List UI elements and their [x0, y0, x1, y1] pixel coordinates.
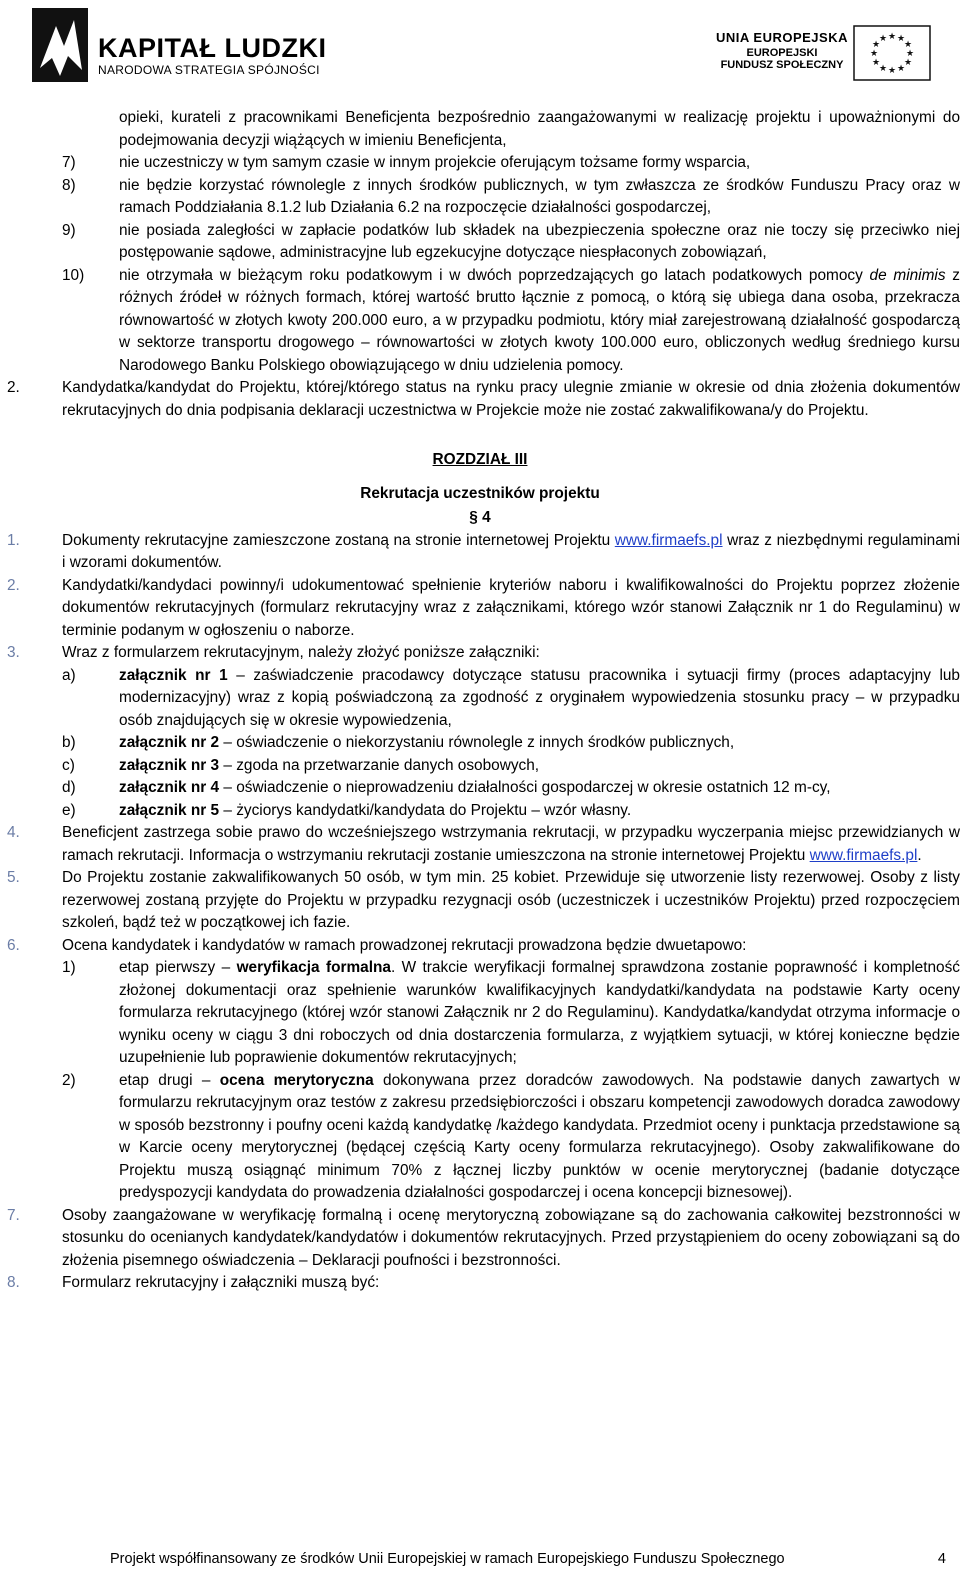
attachment-a: a) załącznik nr 1 – zaświadczenie pracodawcy dotyczące statusu pracownika i sytuacji firmy (proces adaptacyjny lub modernizacyjny) wraz z kopią poświadczoną za zgodność z oryginałem wypowiedzenia stosunku pracy – w przypadku osób znajdujących się w okresie wypowiedzenia,	[62, 666, 960, 729]
svg-text:★: ★	[871, 40, 881, 50]
page-header	[0, 0, 960, 96]
list-item-9: 9) nie posiada zaległości w zapłacie podatków lub składek na ubezpieczenia społeczne oraz nie toczy się przeciwko niej postępowanie sądowe, administracyjne lub egzekucyjne dotyczące niespłaconych zobowiązań,	[62, 221, 960, 261]
document-body	[0, 107, 960, 1295]
svg-text:★: ★	[887, 66, 897, 76]
svg-text:★: ★	[871, 58, 881, 68]
attachment-b: b) załącznik nr 2 – oświadczenie o niekorzystaniu równolegle z innych środków publicznych,	[62, 734, 735, 751]
eu-logo-line1: UNIA EUROPEJSKA	[716, 30, 848, 45]
firmaefs-link[interactable]: www.firmaefs.pl	[614, 531, 723, 549]
svg-text:★: ★	[903, 40, 913, 50]
eu-logo-line3: FUNDUSZ SPOŁECZNY	[720, 59, 844, 71]
chapter-heading: ROZDZIAŁ III	[432, 451, 528, 468]
svg-text:★: ★	[878, 34, 888, 44]
footer-text: Projekt współfinansowany ze środków Unii Europejskiej w ramach Europejskiego Funduszu Społecznego	[110, 1551, 785, 1567]
stage-1: 1) etap pierwszy – weryfikacja formalna. W trakcie weryfikacji formalnej sprawdzona zostanie poprawność i kompletność złożonej dokumentacji oraz spełnienie warunków kwalifikacyjnych kandydatki/kandydata na podstawie Karty oceny formularza rekrutacyjnego (której wzór stanowi Załącznik nr 2 do Regulaminu). Kandydatka/kandydat otrzyma informacje o wyniku oceny w ciągu 3 dni roboczych od dnia dostarczenia formularza, z wyjątkiem sytuacji, w której konieczne będzie uzupełnienie lub poprawienie dokumentów rekrutacyjnych;	[62, 959, 960, 1066]
stage-2: 2) etap drugi – ocena merytoryczna dokonywana przez doradców zawodowych. Na podstawie danych zawartych w formularzu rekrutacyjnym oraz testów z zakresu przedsiębiorczości i obszaru kompetencji zawodowych doradca zawodowy w sposób bezstronny i poufny oceni każdą kandydatkę /każdego kandydata. Przedmiot oceny i punktacja przedstawione są w Karcie oceny merytorycznej (będącej częścią Karty oceny formularza rekrutacyjnego). Osoby zakwalifikowane do Projektu muszą osiągnąć minimum 70% z łącznej liczby punktów w ocenie merytorycznej (badanie dotyczące predyspozycji kandydata do prowadzenia działalności gospodarczej i ocena koncepcji biznesowej).	[62, 1071, 960, 1201]
svg-text:★: ★	[869, 49, 879, 59]
svg-text:★: ★	[896, 64, 906, 74]
paragraph-2: 2. Kandydatka/kandydat do Projektu, której/którego status na rynku pracy ulegnie zmianie w okresie od dnia złożenia dokumentów rekrutacyjnych do dnia podpisania deklaracji uczestnictwa w Projekcie może nie zostać zakwalifikowana/y do Projektu.	[7, 379, 960, 419]
chapter-title: Rekrutacja uczestników projektu	[360, 484, 600, 502]
section-item-3: 3. Wraz z formularzem rekrutacyjnym, należy złożyć poniższe załączniki:	[7, 644, 540, 661]
eu-flag-icon	[853, 25, 931, 81]
eu-logo-line2: EUROPEJSKI	[746, 47, 818, 59]
page-number: 4	[937, 1551, 946, 1567]
section-item-4: 4. Beneficjent zastrzega sobie prawo do wcześniejszego wstrzymania rekrutacji, w przypadku wyczerpania miejsc przewidzianych w ramach rekrutacji. Informacja o wstrzymaniu rekrutacji zostanie umieszczona na stronie internetowej Projektu www.firmaefs.pl.	[7, 824, 960, 864]
section-item-8: 8. Formularz rekrutacyjny i załączniki muszą być:	[7, 1274, 380, 1291]
svg-text:★: ★	[905, 49, 915, 59]
section-item-1: 1. Dokumenty rekrutacyjne zamieszczone zostaną na stronie internetowej Projektu www.firmaefs.pl wraz z niezbędnymi regulaminami i wzorami dokumentów.	[7, 531, 960, 571]
svg-text:★: ★	[896, 34, 906, 44]
list-item-8: 8) nie będzie korzystać równolegle z innych środków publicznych, w tym zwłaszcza ze środków Funduszu Pracy oraz w ramach Poddziałania 8.1.2 lub Działania 6.2 na rozpoczęcie działalności gospodarczej,	[62, 176, 960, 216]
firmaefs-link-2[interactable]: www.firmaefs.pl	[809, 846, 918, 864]
attachment-e: e) załącznik nr 5 – życiorys kandydatki/kandydata do Projektu – wzór własny.	[62, 801, 632, 819]
eu-logo-text	[712, 30, 852, 71]
section-item-6: 6. Ocena kandydatek i kandydatów w ramach prowadzonej rekrutacji prowadzona będzie dwuetapowo:	[7, 936, 747, 954]
list-item-10: 10) nie otrzymała w bieżącym roku podatkowym i w dwóch poprzedzających go latach podatkowych pomocy de minimis z różnych źródeł w różnych formach, której wartość brutto łącznie z pomocą, o którą się ubiega dana osoba, przekracza równowartość w złotych kwoty 200.000 euro, a w przypadku podmiotu, który miał zarejestrowaną działalność gospodarczą w sektorze transportu drogowego – równowartości w złotych kwoty 100.000 euro, obliczonych według średniego kursu Narodowego Banku Polskiego obowiązującego w dniu udzielenia pomocy.	[62, 266, 960, 374]
list-item-6-continuation: opieki, kurateli z pracownikami Beneficjenta bezpośrednio zaangażowanymi w realizację projektu i upoważnionymi do podejmowania decyzji wiążących w imieniu Beneficjenta,	[119, 109, 960, 149]
page-footer	[110, 1551, 950, 1567]
section-item-5: 5. Do Projektu zostanie zakwalifikowanych 50 osób, w tym min. 25 kobiet. Przewiduje się utworzenie listy rezerwowej. Osoby z listy rezerwowej zostaną przyjęte do Projektu w przypadku rezygnacji osób (uczestniczek i uczestników Projektu) przed rozpoczęciem szkoleń, bądź też w początkowej ich fazie.	[7, 869, 960, 931]
list-item-7: 7) nie uczestniczy w tym samym czasie w innym projekcie oferującym tożsame formy wsparcia,	[62, 154, 751, 171]
kapital-ludzki-title: KAPITAŁ LUDZKI	[98, 33, 327, 63]
section-item-2: 2. Kandydatki/kandydaci powinny/i udokumentować spełnienie kryteriów naboru i kwalifikowalności do Projektu poprzez złożenie dokumentów rekrutacyjnych (formularz rekrutacyjny wraz z załącznikami, którego wzór stanowi Załącznik nr 1 do Regulaminu) w terminie podanym w ogłoszeniu o naborze.	[7, 576, 960, 639]
svg-text:★: ★	[878, 64, 888, 74]
section-item-7: 7. Osoby zaangażowane w weryfikację formalną i ocenę merytoryczną zobowiązane są do zachowania całkowitej bezstronności w stosunku do ocenianych kandydatek/kandydatów i dokumentów rekrutacyjnych. Przed przystąpieniem do oceny zobowiązani są do złożenia pisemnego oświadczenia – Deklaracji poufności i bezstronności.	[7, 1206, 960, 1269]
section-number: § 4	[469, 509, 491, 526]
kapital-ludzki-subtitle: NARODOWA STRATEGIA SPÓJNOŚCI	[98, 63, 320, 77]
svg-text:★: ★	[903, 58, 913, 68]
attachment-d: d) załącznik nr 4 – oświadczenie o nieprowadzeniu działalności gospodarczej w okresie ostatnich 12 m-cy,	[62, 779, 831, 796]
svg-text:★: ★	[887, 32, 897, 42]
attachment-c: c) załącznik nr 3 – zgoda na przetwarzanie danych osobowych,	[62, 756, 540, 774]
